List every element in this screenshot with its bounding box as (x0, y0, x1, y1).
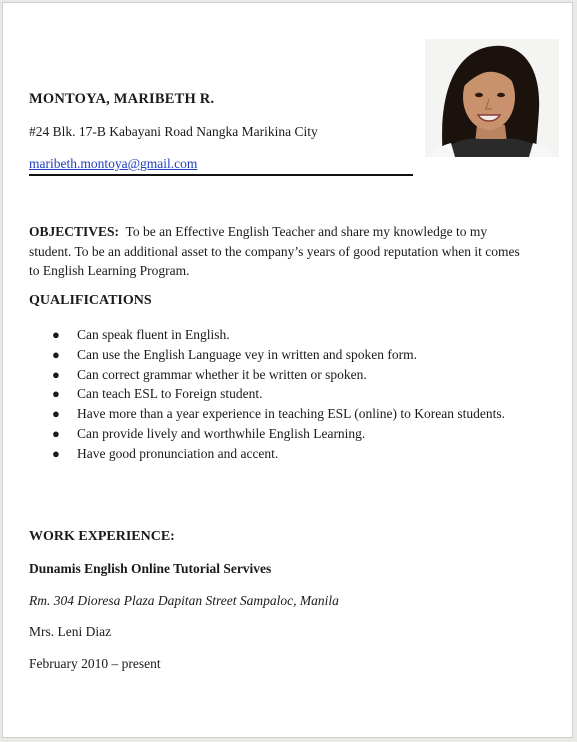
applicant-name: MONTOYA, MARIBETH R. (29, 91, 215, 107)
list-item-text: Can use the English Language vey in written and spoken form. (77, 346, 418, 362)
qualifications-heading: QUALIFICATIONS (29, 293, 152, 308)
supervisor-name: Mrs. Leni Diaz (29, 624, 112, 639)
bullet-icon: ● (52, 366, 60, 382)
header-divider (29, 174, 413, 176)
bullet-icon: ● (52, 386, 60, 402)
bullet-icon: ● (52, 406, 60, 422)
list-item (29, 444, 529, 464)
objectives-section (29, 222, 529, 281)
list-item-text: Can correct grammar whether it be written or spoken. (77, 366, 367, 382)
resume-page (2, 2, 573, 738)
objectives-label: OBJECTIVES: (29, 224, 120, 239)
list-item (29, 345, 529, 365)
list-item-text: Have more than a year experience in teaching ESL (online) to Korean students. (77, 406, 505, 422)
list-item-text: Have good pronunciation and accent. (77, 445, 279, 461)
list-item (29, 404, 529, 424)
list-item (29, 424, 529, 444)
bullet-icon: ● (52, 346, 60, 362)
applicant-address: #24 Blk. 17-B Kabayani Road Nangka Marikina City (29, 124, 318, 139)
profile-photo-icon (425, 39, 559, 157)
email-link[interactable]: maribeth.montoya@gmail.com (29, 156, 198, 171)
list-item (29, 325, 529, 345)
objectives-text: To be an Effective English Teacher and share my knowledge to my student. To be an additional asset to the company’s years of good reputation when it comes to English Learning Program. (29, 224, 520, 278)
employment-dates: February 2010 – present (29, 656, 161, 671)
company-name: Dunamis English Online Tutorial Servives (29, 561, 272, 576)
profile-photo (425, 39, 559, 157)
bullet-icon: ● (52, 327, 60, 342)
list-item-text: Can provide lively and worthwhile English Learning. (77, 425, 366, 441)
qualifications-list (29, 325, 529, 464)
bullet-icon: ● (52, 445, 60, 461)
list-item-text: Can teach ESL to Foreign student. (77, 386, 263, 402)
list-item (29, 365, 529, 385)
work-experience-heading: WORK EXPERIENCE: (29, 529, 175, 544)
list-item (29, 384, 529, 404)
company-address: Rm. 304 Dioresa Plaza Dapitan Street Sampaloc, Manila (29, 593, 339, 608)
bullet-icon: ● (52, 425, 60, 441)
list-item-text: Can speak fluent in English. (77, 327, 230, 342)
